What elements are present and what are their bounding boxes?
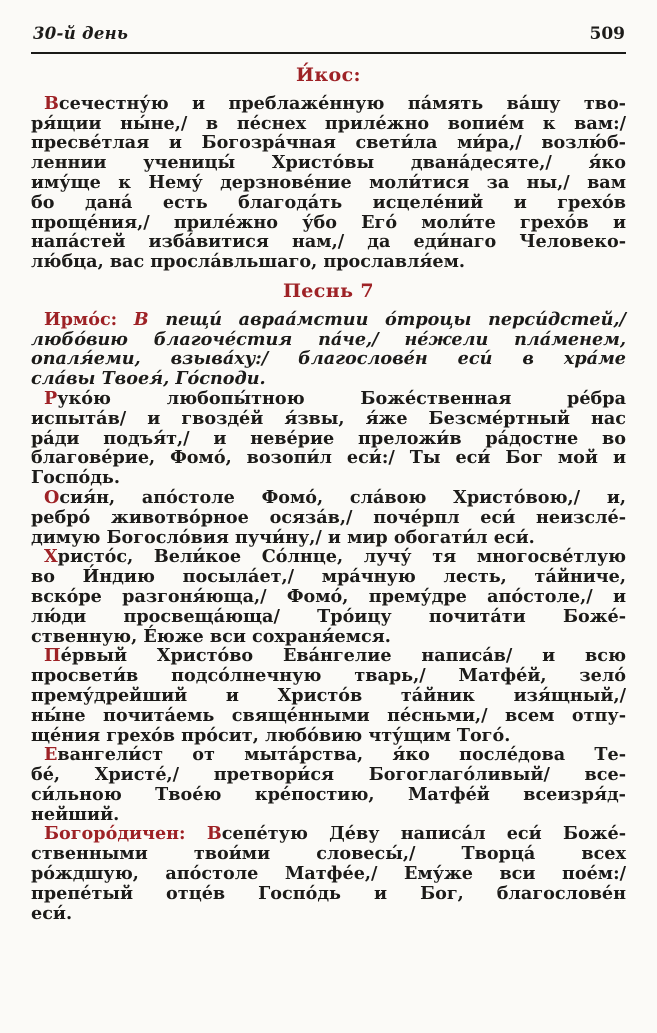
text-line: сла́вы Твоея́, Го́споди. [31, 368, 266, 390]
text-line: пресве́тлая и Богозра́чная свети́ла ми́ра,/ возлю́б- [31, 132, 626, 154]
text-line: Госпо́дь. [31, 467, 120, 489]
text-line: еси́. [31, 902, 73, 924]
text-line: ственную, Е́юже вси сохраня́емся. [31, 625, 391, 647]
text-line [31, 310, 626, 330]
text-line [31, 547, 626, 567]
text-line [31, 824, 626, 844]
text-line: лю́бца, вас просла́вльшаго, прославля́ем. [31, 251, 466, 273]
text-line: благове́рие, Фомо́, возопи́л еси́:/ Ты еси́ Бог мой и [31, 447, 626, 469]
text-line: лю́ди просвеща́юща/ Тро́ицу почита́ти Боже́- [31, 605, 626, 627]
paragraph-initial: В [133, 308, 149, 330]
text-line [31, 745, 626, 765]
text-line: ря́щии ны́не,/ в пе́снех приле́жно вопие́м к вам:/ [31, 112, 626, 134]
text-line [31, 389, 626, 409]
paragraph-initial: В [206, 823, 222, 845]
text-line: ны́не почита́емь свяще́нными пе́сньми,/ всем отпу- [31, 704, 626, 726]
paragraph [31, 745, 626, 824]
paragraph-initial: В [44, 92, 59, 114]
section-heading: Песнь 7 [282, 279, 375, 302]
text-line: во И́ндию посыла́ет,/ мра́чную лесть, та́йниче, [31, 566, 626, 588]
paragraph-initial: Х [44, 546, 58, 568]
line-text: е́рвый Христо́во Ева́нгелие написа́в/ и всю [60, 645, 626, 667]
line-text: ристо́с, Вели́кое Со́лнце, лучу́ тя многосве́тлую [57, 546, 626, 568]
text-line [31, 488, 626, 508]
text-line: ра́ди подъя́т,/ и неве́рие преложи́в ра́достне во [31, 427, 626, 449]
paragraph-initial: П [44, 645, 61, 667]
paragraph [31, 389, 626, 488]
text-line [31, 646, 626, 666]
text-line: димую Богосло́вия пучи́ну,/ и мир обогати́л еси́. [31, 526, 535, 548]
paragraph-initial: Е [44, 744, 58, 766]
text-line [31, 94, 626, 114]
paragraph-initial: Р [44, 387, 58, 409]
text-line: леннии ученицы́ Христо́вы двана́десяте,/ я́ко [31, 152, 626, 174]
text-line: любо́вию благоче́стия па́че,/ не́жели пла́менем, [31, 328, 626, 350]
paragraph [31, 488, 626, 547]
text-line: ро́ждшую, апо́столе Матфе́е,/ Ему́же вси пое́м:/ [31, 863, 626, 885]
section-heading: И́кос: [296, 64, 361, 86]
paragraph [31, 310, 626, 389]
paragraph [31, 547, 626, 646]
text-line: напа́стей изба́витися нам,/ да еди́наго Человеко- [31, 231, 626, 253]
paragraph [31, 94, 626, 272]
text-line: просвети́в подсо́лнечную тварь,/ Матфе́й, зело́ [31, 665, 626, 687]
text-line: вско́ре разгоня́юща,/ Фомо́, прему́дре апо́столе,/ и [31, 585, 626, 607]
line-text: уко́ю любопы́тною Боже́ственная ре́бра [57, 387, 626, 409]
paragraph [31, 646, 626, 745]
line-text: пещи́ авраа́мстии о́троцы перси́дстей,/ [165, 308, 626, 330]
text-line: иму́ще к Нему́ дерзнове́ние моли́тися за ны,/ вам [31, 171, 626, 193]
paragraph [31, 824, 626, 923]
text-line: бо дана́ есть благода́ть исцеле́ний и грехо́в [31, 191, 626, 213]
line-text: сечестну́ю и преблаже́нную па́мять ва́шу тво- [58, 92, 626, 114]
running-title: 30-й день [33, 24, 129, 43]
paragraph-initial: О [44, 486, 60, 508]
line-text: сепе́тую Де́ву написа́л еси́ Боже́- [221, 823, 626, 845]
page-body [31, 66, 626, 923]
line-text: сия́н, апо́столе Фомо́, сла́вою Христо́вою,/ и, [59, 486, 626, 508]
text-line: прему́дрейший и Христо́в та́йник изя́щный,/ [31, 684, 626, 706]
text-line: испыта́в/ и гвозде́й я́звы, я́же Безсме́ртный нас [31, 407, 626, 429]
text-line: опаля́еми, взыва́ху:/ благослове́н еси́ в хра́ме [31, 348, 626, 370]
line-text: вангели́ст от мыта́рства, я́ко после́дова Те- [57, 744, 626, 766]
text-line: нейший. [31, 803, 120, 825]
paragraph-label: Ирмо́с: [44, 308, 118, 330]
header-rule [31, 52, 626, 54]
page-header [0, 0, 657, 44]
text-line: ребро́ животво́рное осяза́в,/ поче́рпл еси́ неизсле́- [31, 506, 626, 528]
text-line: ственными твои́ми словесы́,/ Творца́ всех [31, 843, 626, 865]
text-line: проще́ния,/ приле́жно у́бо Его́ моли́те грехо́в и [31, 211, 626, 233]
text-line: ще́ния грехо́в про́сит, любо́вию чту́щим Того́. [31, 724, 511, 746]
text-line: си́льною Твое́ю кре́постию, Матфе́й всеизря́д- [31, 783, 626, 805]
paragraph-label: Богоро́дичен: [44, 823, 186, 845]
page-number: 509 [589, 24, 625, 44]
text-line: бе́, Христе́,/ претвори́ся Богоглаго́ливый/ все- [31, 764, 626, 786]
text-line: препе́тый отце́в Госпо́дь и Бог, благослове́н [31, 882, 626, 904]
